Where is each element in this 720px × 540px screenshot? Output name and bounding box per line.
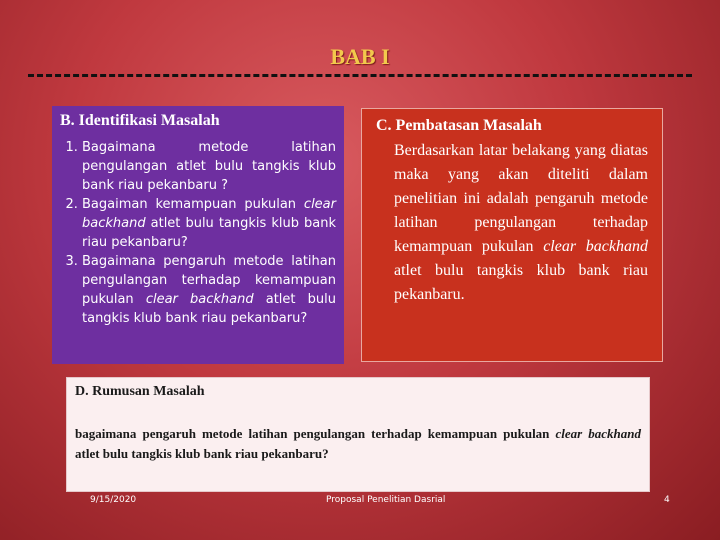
- italic-term: clear backhand: [555, 426, 641, 441]
- italic-term: clear backhand: [145, 292, 254, 307]
- slide-title: BAB I: [330, 44, 390, 69]
- text-fragment: Bagaimana metode latihan pengulangan atlet bulu tangkis klub bank riau pekanbaru ?: [82, 140, 336, 193]
- text-fragment: Bagaiman kemampuan pukulan: [82, 197, 304, 212]
- text-fragment: atlet bulu tangkis klub bank riau pekanbaru?: [75, 446, 329, 461]
- pembatasan-heading: C. Pembatasan Masalah: [376, 117, 542, 134]
- slide-number: 4: [664, 495, 670, 505]
- footer-title: Proposal Penelitian Dasrial: [326, 495, 446, 505]
- rumusan-text: [75, 424, 641, 464]
- identifikasi-item: [82, 138, 336, 195]
- text-fragment: atlet bulu tangkis klub bank riau pekanbaru?: [82, 216, 336, 250]
- italic-term: clear backhand: [82, 197, 336, 231]
- identifikasi-item: [82, 252, 336, 328]
- title-divider: [28, 74, 692, 77]
- pembatasan-masalah-box: [361, 108, 663, 362]
- text-fragment: Bagaimana pengaruh metode latihan pengulangan terhadap kemampuan pukulan: [82, 254, 336, 307]
- identifikasi-item: [82, 195, 336, 252]
- rumusan-heading: D. Rumusan Masalah: [75, 384, 205, 399]
- text-fragment: Berdasarkan latar belakang yang diatas maka yang akan diteliti dalam penelitian ini adalah pengaruh metode latihan pengulangan terhadap kemampuan pukulan: [394, 142, 648, 255]
- rumusan-masalah-box: [66, 377, 650, 492]
- footer-date: 9/15/2020: [90, 495, 137, 505]
- identifikasi-masalah-box: [52, 106, 344, 364]
- identifikasi-heading: B. Identifikasi Masalah: [60, 112, 220, 129]
- text-fragment: atlet bulu tangkis klub bank riau pekanbaru.: [394, 262, 648, 303]
- text-fragment: bagaimana pengaruh metode latihan pengulangan terhadap kemampuan pukulan: [75, 426, 556, 441]
- text-fragment: atlet bulu tangkis klub bank riau pekanbaru?: [82, 292, 336, 326]
- italic-term: clear backhand: [543, 238, 649, 255]
- identifikasi-list: [60, 138, 336, 328]
- pembatasan-text: [376, 139, 648, 307]
